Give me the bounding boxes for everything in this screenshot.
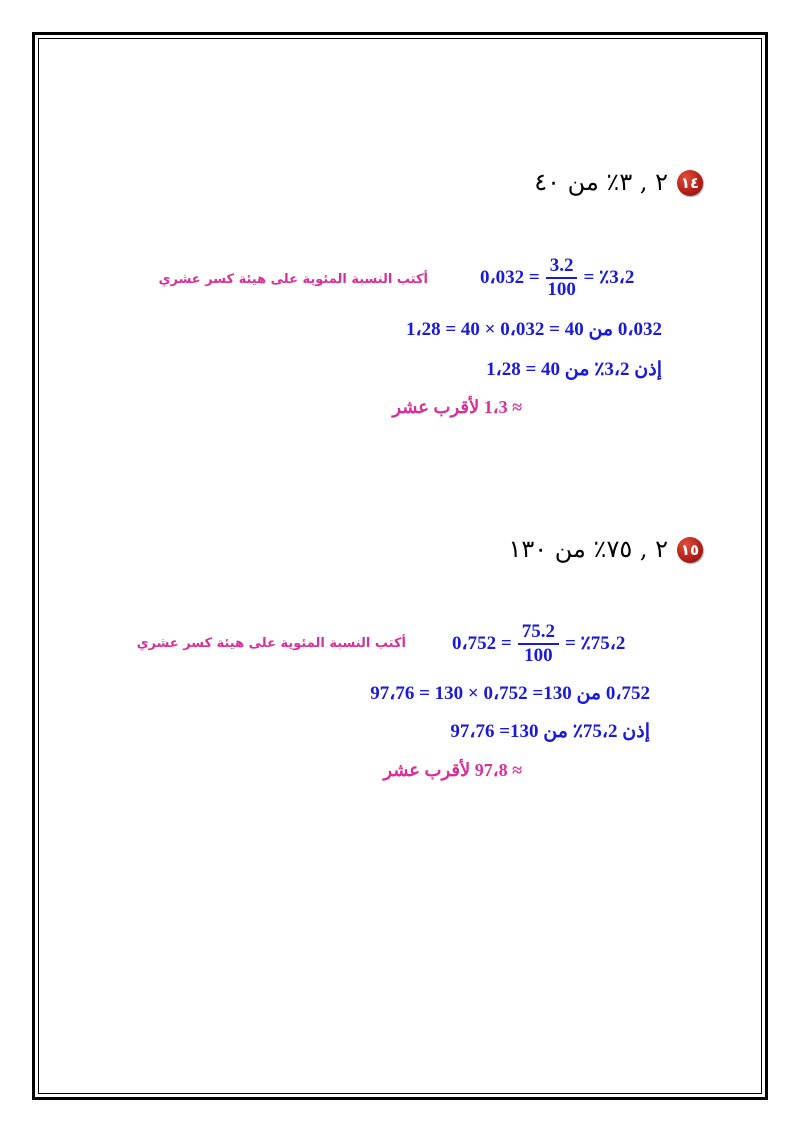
instruction-note: أكتب النسبة المئوية على هيئة كسر عشري — [158, 272, 428, 287]
rounded-answer: ≈ 97،8 لأقرب عشر — [383, 760, 522, 780]
fraction-percent: = ٪3،2 — [583, 267, 635, 289]
conclusion-line: إذن 75،2٪ من 130= 97،76 — [450, 721, 650, 742]
fraction-percent: = ٪75،2 — [564, 633, 626, 655]
conclusion-line: إذن 3،2٪ من 40 = 1،28 — [486, 359, 662, 380]
fraction-numerator: 75.2 — [518, 622, 559, 645]
problem-statement: ٢ , ٣٪ من ٤٠ — [534, 168, 668, 196]
problem-statement: ٢ , ٧٥٪ من ١٣٠ — [508, 535, 668, 563]
fraction-denominator: 100 — [547, 278, 576, 300]
calculation-line: 0،752 من 130= 0،752 × 130 = 97،76 — [370, 683, 650, 704]
rounded-answer: ≈ 1،3 لأقرب عشر — [392, 397, 522, 417]
instruction-note: أكتب النسبة المئوية على هيئة كسر عشري — [136, 636, 406, 651]
fraction — [546, 256, 578, 300]
problem-number-badge: ١٥ — [677, 537, 703, 563]
page-border-inner — [38, 38, 762, 1094]
fraction-result: 0،032 = — [480, 267, 540, 289]
fraction-denominator: 100 — [524, 644, 553, 666]
percent-to-fraction-equation — [480, 256, 634, 300]
fraction — [518, 622, 559, 666]
problem-number-badge: ١٤ — [677, 170, 703, 196]
calculation-line: 0،032 من 40 = 0،032 × 40 = 1،28 — [405, 319, 662, 340]
fraction-numerator: 3.2 — [546, 256, 578, 279]
fraction-result: 0،752 = — [452, 633, 512, 655]
percent-to-fraction-equation — [452, 622, 625, 666]
